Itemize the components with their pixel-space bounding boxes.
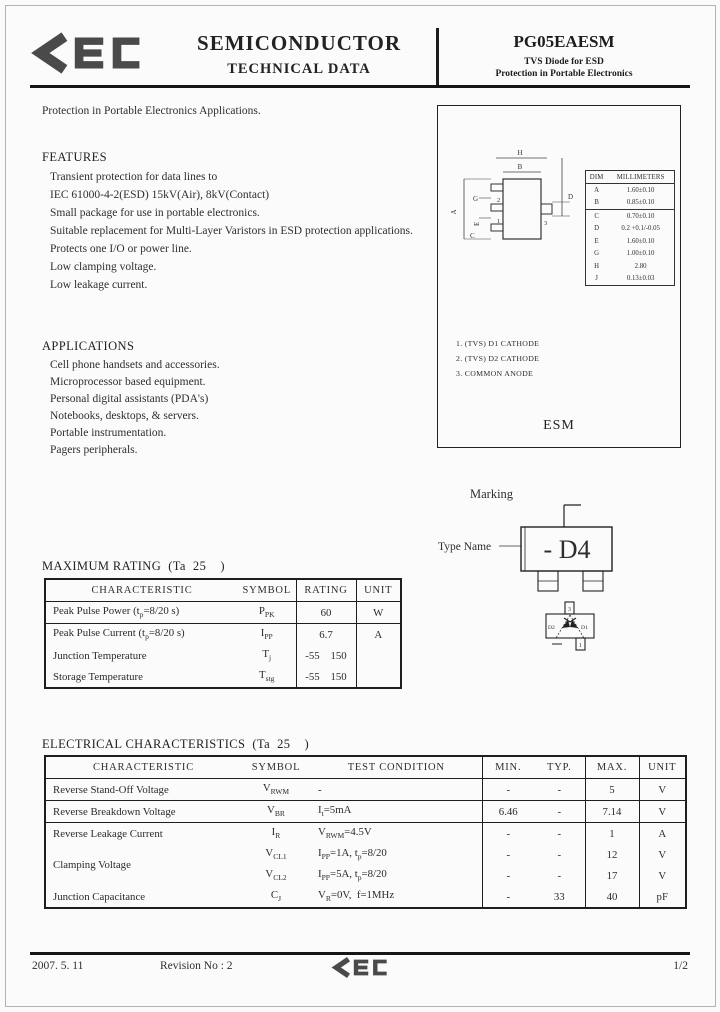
dim-table-row	[586, 248, 675, 261]
applications-title: APPLICATIONS	[42, 339, 135, 353]
dim-label-b: B	[517, 163, 523, 171]
dim-table-cell: A	[594, 186, 600, 194]
features-list	[50, 168, 413, 294]
features-title: FEATURES	[42, 150, 108, 164]
dim-table-cell: 2.80	[634, 262, 647, 270]
max-rating-cell: Storage Temperature	[53, 670, 143, 683]
dim-table-cell: J	[595, 275, 598, 283]
part-subtitle-1: TVS Diode for ESD	[524, 57, 604, 67]
electrical-table	[44, 755, 687, 909]
dim-table-cell: E	[594, 237, 599, 245]
footer-logo-c	[373, 960, 387, 976]
electrical-cell: 7.14	[585, 801, 639, 823]
max-rating-header: CHARACTERISTIC	[45, 579, 238, 602]
package-body	[503, 179, 541, 239]
part-number: PG05EAESM	[513, 32, 615, 51]
dim-table-cell: D	[594, 225, 600, 233]
electrical-header: UNIT	[639, 756, 686, 779]
electrical-cell: -	[482, 844, 534, 865]
dim-table-cell: 1.00±0.10	[626, 250, 655, 258]
dim-label-h: H	[517, 149, 523, 157]
max-rating-header-row	[45, 579, 401, 602]
electrical-row	[45, 801, 686, 823]
dimension-table	[585, 170, 675, 286]
dim-table-cell: 0.70±0.10	[626, 212, 655, 220]
electrical-cell: $V_R=0V$, f=1MHz	[318, 889, 395, 904]
max-rating-cell: $T_j$	[262, 648, 272, 663]
lead-left-top	[491, 184, 503, 191]
dim-table-row	[586, 273, 675, 286]
electrical-header: TYP.	[534, 756, 585, 779]
pin-label-2: 2	[497, 197, 501, 204]
dim-table-row	[586, 260, 675, 273]
max-rating-row	[45, 602, 401, 624]
electrical-cell: -	[482, 823, 534, 845]
electrical-cell: V	[639, 779, 686, 801]
applications-list	[50, 357, 220, 459]
electrical-cell: 1	[585, 823, 639, 845]
max-rating-cell	[356, 666, 401, 688]
circuit-pin3-label: 3	[568, 607, 571, 613]
header-rule	[30, 85, 690, 88]
electrical-cell: $I_{PP}=5A$, $t_p=8/20$	[318, 868, 387, 883]
lead-right	[541, 204, 552, 214]
max-rating-cell: Peak Pulse Power ($t_p=8/20$ s)	[45, 602, 238, 624]
electrical-cell-characteristic: Reverse Leakage Current	[53, 827, 163, 840]
electrical-cell: $I_t=5mA$	[311, 801, 482, 823]
max-rating-cell: $P_{PK}$	[238, 602, 296, 624]
application-item: Microprocessor based equipment.	[50, 376, 206, 388]
max-rating-row	[45, 645, 401, 666]
electrical-cell: V	[639, 801, 686, 823]
max-rating-cell: Peak Pulse Current ($t_p=8/20$ s)	[53, 627, 185, 642]
electrical-cell: -	[557, 869, 562, 882]
dim-label-g: G	[473, 195, 479, 203]
electrical-cell: -	[534, 801, 585, 823]
electrical-cell: $V_{CL2}$	[265, 868, 287, 883]
max-rating-cell: 60	[296, 602, 356, 624]
electrical-cell: -	[557, 827, 562, 840]
electrical-cell: -	[557, 848, 562, 861]
max-rating-cell: -55 150	[296, 666, 356, 688]
dim-table-row	[586, 197, 675, 210]
pin-note: 3. COMMON ANODE	[456, 369, 534, 378]
dim-table-cell: 0.2 +0.1/-0.05	[621, 225, 660, 233]
electrical-cell: pF	[639, 886, 686, 908]
electrical-row	[45, 779, 686, 801]
electrical-header: CHARACTERISTIC	[45, 756, 241, 779]
electrical-header: MAX.	[585, 756, 639, 779]
max-rating-table	[44, 578, 402, 689]
dim-label-d: D	[568, 193, 574, 201]
pin-label-1: 1	[497, 218, 501, 225]
header-divider	[436, 28, 439, 87]
dim-table-cell: 1.60±0.10	[626, 186, 655, 194]
max-rating-cell: $I_{PP}$	[260, 627, 273, 642]
electrical-cell-characteristic: Clamping Voltage	[53, 859, 131, 871]
dim-table-cell: B	[586, 197, 608, 210]
intro-text: Protection in Portable Electronics Applications.	[42, 105, 261, 117]
electrical-header: MIN.	[482, 756, 534, 779]
electrical-cell: V	[639, 844, 686, 865]
diode-d2-label: D2	[548, 625, 555, 631]
kec-logo-k	[40, 37, 64, 70]
electrical-cell: $I_R$	[271, 826, 281, 841]
application-item: Cell phone handsets and accessories.	[50, 359, 220, 371]
footer-rule	[30, 952, 690, 955]
electrical-cell: $V_{CL1}$	[265, 847, 287, 862]
dim-table-cell: 0.85±0.10	[607, 197, 674, 210]
footer-logo-e	[354, 960, 368, 976]
dim-table-cell: 1.60±0.10	[626, 237, 655, 245]
dim-table-row	[586, 223, 675, 236]
electrical-row	[45, 886, 686, 908]
electrical-cell: 5	[585, 779, 639, 801]
application-item: Notebooks, desktops, & servers.	[50, 410, 199, 422]
max-rating-cell: $T_{stg}$	[259, 669, 275, 684]
footer-logo-k	[336, 959, 348, 976]
feature-item: Low clamping voltage.	[50, 261, 157, 273]
feature-item: Suitable replacement for Multi-Layer Varistors in ESD protection applications.	[50, 225, 413, 237]
electrical-header: SYMBOL	[241, 756, 311, 779]
pin-note: 2. (TVS) D2 CATHODE	[456, 354, 540, 363]
electrical-cell: 33	[553, 890, 565, 903]
feature-item: Transient protection for data lines to	[50, 171, 218, 183]
dim-table-header-row	[586, 171, 675, 184]
kec-logo-e	[75, 37, 103, 68]
electrical-cell: $V_{RWM}=4.5V$	[318, 826, 372, 841]
max-rating-cell: A	[356, 624, 401, 646]
electrical-cell: 40	[585, 886, 639, 908]
electrical-cell: 6.46	[482, 801, 534, 823]
electrical-cell: $V_{RWM}$	[241, 779, 311, 801]
max-rating-cell	[356, 645, 401, 666]
pin-note: 1. (TVS) D1 CATHODE	[456, 339, 540, 348]
electrical-cell: $C_J$	[270, 889, 282, 904]
electrical-cell-characteristic: Reverse Breakdown Voltage	[45, 801, 241, 823]
dim-table-row	[586, 210, 675, 223]
electrical-cell: $V_{BR}$	[241, 801, 311, 823]
electrical-header: TEST CONDITION	[311, 756, 482, 779]
max-rating-title: MAXIMUM RATING (Ta 25 )	[42, 559, 225, 573]
application-item: Personal digital assistants (PDA's)	[50, 393, 209, 405]
marking-title: Marking	[470, 487, 514, 501]
dim-table-header: MILLIMETERS	[607, 171, 674, 184]
dim-table-cell: 0.13±0.03	[626, 275, 655, 283]
electrical-cell: -	[482, 886, 534, 908]
package-dimension-drawing	[446, 146, 586, 351]
feature-item: Protects one I/O or power line.	[50, 243, 192, 255]
dim-label-c: C	[470, 232, 475, 240]
lead-left-mid	[491, 204, 503, 211]
footer-page-number: 1/2	[673, 960, 688, 972]
electrical-header-row	[45, 756, 686, 779]
electrical-cell: V	[639, 865, 686, 886]
footer-revision: Revision No : 2	[160, 960, 233, 972]
max-rating-row	[45, 624, 401, 646]
package-name: ESM	[543, 418, 575, 433]
diode-d1-label: D1	[581, 625, 588, 631]
max-rating-cell: Junction Temperature	[53, 649, 147, 662]
part-subtitle-2: Protection in Portable Electronics	[495, 69, 633, 79]
electrical-row	[45, 823, 686, 845]
electrical-cell: A	[639, 823, 686, 845]
max-rating-cell: W	[356, 602, 401, 624]
feature-item: Small package for use in portable electronics.	[50, 207, 260, 219]
dim-table-header: DIM	[586, 171, 608, 184]
electrical-cell-characteristic: Reverse Stand-Off Voltage	[45, 779, 241, 801]
max-rating-header: RATING	[296, 579, 356, 602]
kec-logo-c	[113, 37, 140, 68]
kec-logo	[30, 28, 142, 78]
electrical-cell: -	[311, 779, 482, 801]
dim-label-e: E	[473, 221, 481, 226]
lead-left-bot	[491, 224, 503, 231]
pin-label-3: 3	[544, 220, 548, 227]
pin-notes	[456, 336, 539, 381]
feature-item: Low leakage current.	[50, 279, 148, 291]
circuit-pin1-label: 1	[579, 643, 582, 649]
electrical-title: ELECTRICAL CHARACTERISTICS (Ta 25 )	[42, 737, 310, 751]
electrical-cell: -	[482, 779, 534, 801]
electrical-cell: 12	[585, 844, 639, 865]
dim-table-cell: H	[594, 262, 600, 270]
marking-code: - D4	[543, 535, 591, 564]
electrical-cell: 17	[585, 865, 639, 886]
electrical-cell: -	[482, 865, 534, 886]
electrical-cell: -	[534, 779, 585, 801]
dim-table-row	[586, 184, 675, 197]
package-outline-box	[437, 105, 681, 448]
marking-drawing	[438, 503, 643, 598]
internal-circuit-diagram	[544, 598, 644, 656]
application-item: Portable instrumentation.	[50, 427, 167, 439]
feature-item: IEC 61000-4-2(ESD) 15kV(Air), 8kV(Contact)	[50, 189, 270, 201]
dim-label-a: A	[450, 209, 458, 215]
footer-date: 2007. 5. 11	[32, 960, 84, 972]
doc-subtitle: TECHNICAL DATA	[227, 61, 371, 77]
electrical-row	[45, 844, 686, 865]
doc-title: SEMICONDUCTOR	[197, 31, 401, 55]
electrical-cell: $I_{PP}=1A$, $t_p=8/20$	[318, 847, 387, 862]
dim-table-row	[586, 235, 675, 248]
max-rating-header: UNIT	[356, 579, 401, 602]
max-rating-cell: -55 150	[296, 645, 356, 666]
type-name-label: Type Name	[438, 541, 492, 553]
max-rating-row	[45, 666, 401, 688]
dim-table-cell: G	[594, 250, 600, 258]
application-item: Pagers peripherals.	[50, 444, 138, 456]
footer-kec-logo	[331, 957, 388, 978]
dim-table-cell: C	[594, 212, 599, 220]
max-rating-cell: 6.7	[296, 624, 356, 646]
electrical-cell-characteristic: Junction Capacitance	[53, 890, 146, 903]
max-rating-header: SYMBOL	[238, 579, 296, 602]
